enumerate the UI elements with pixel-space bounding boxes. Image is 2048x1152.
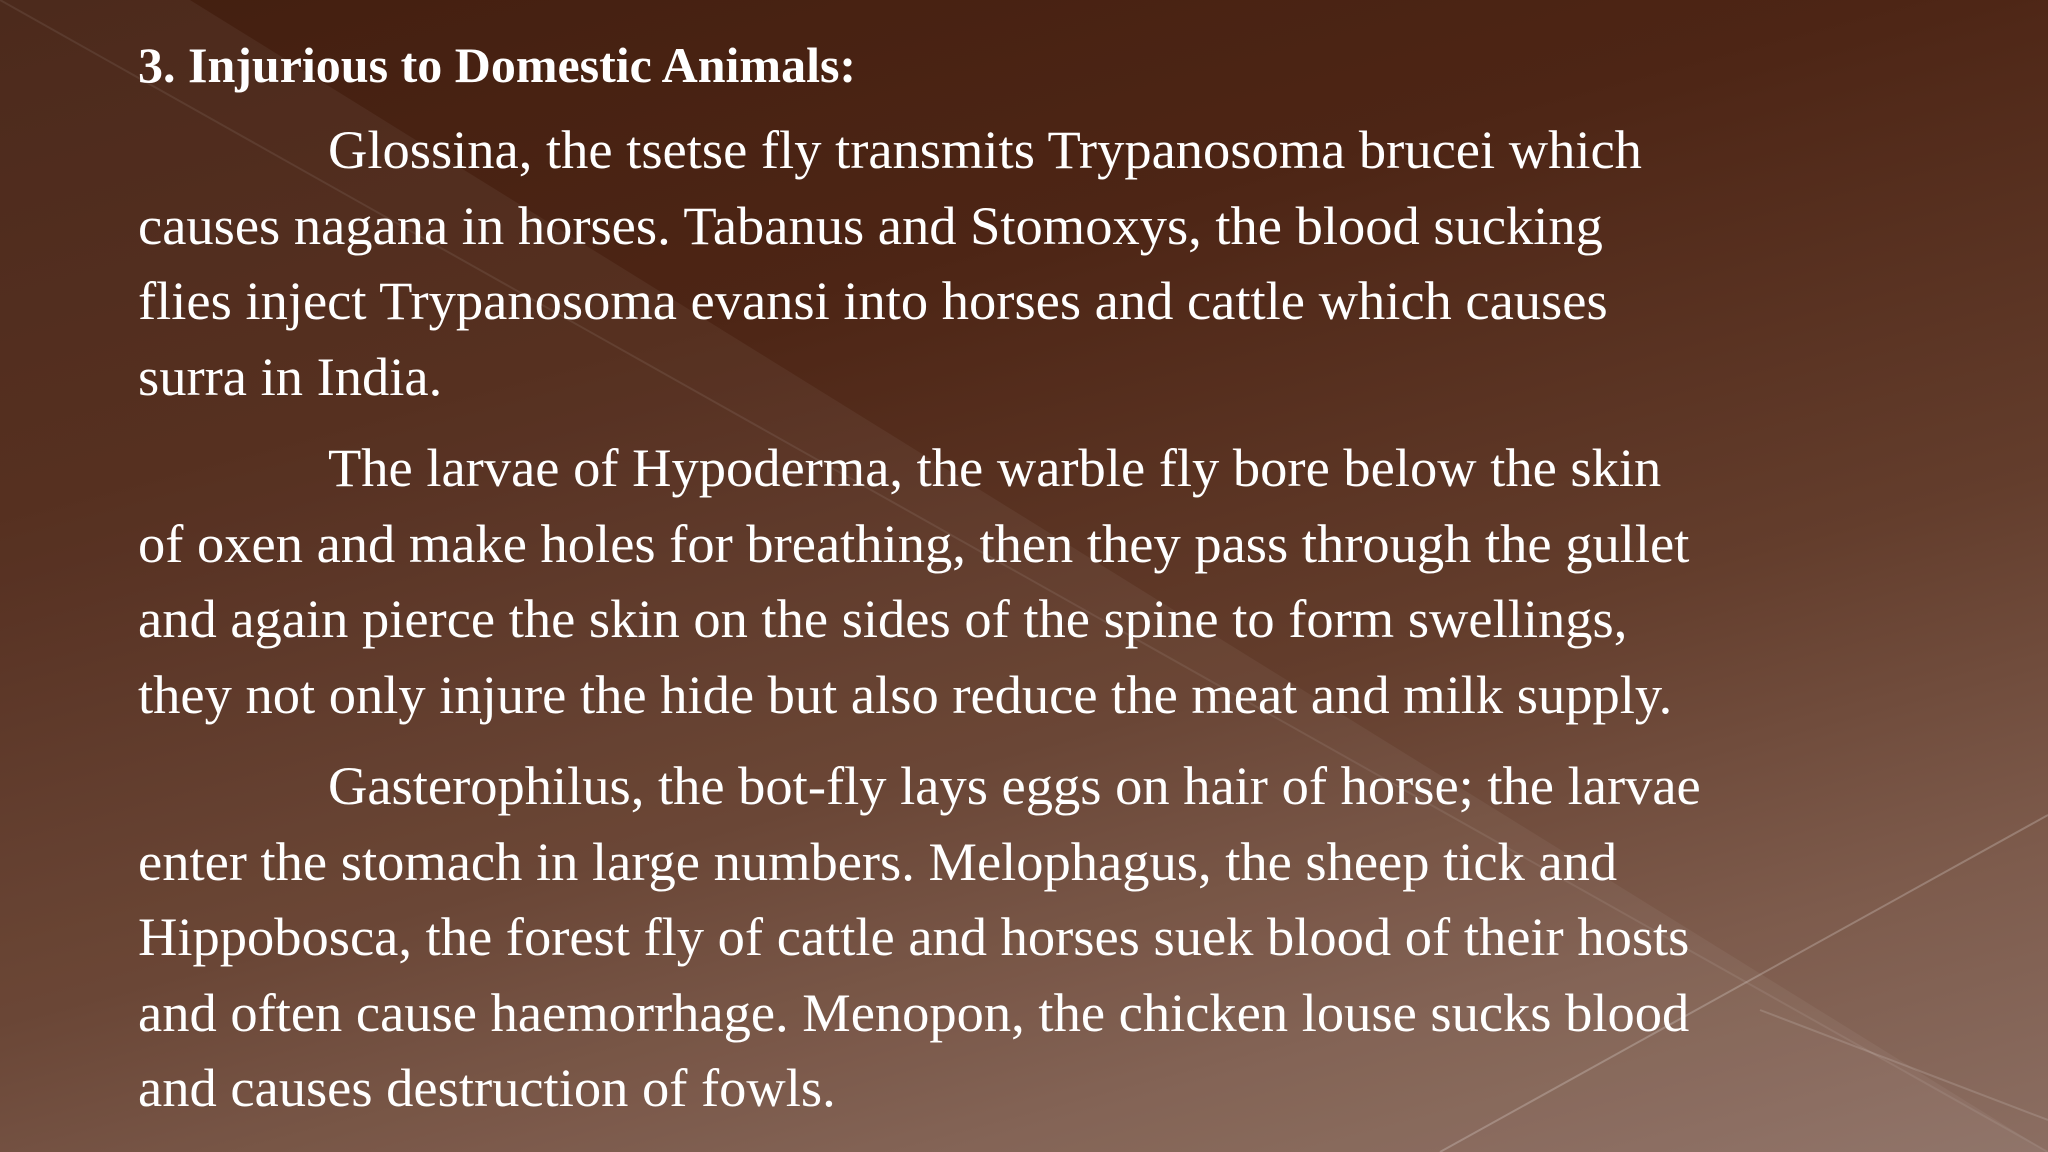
paragraph-hypoderma: The larvae of Hypoderma, the warble fly bore below the skin of oxen and make holes for breathing, then they pass through the gullet and again pierce the skin on the sides of the spine to form swellings, they not only injure the hide but also reduce the meat and milk supply. [138,437,1690,725]
slide-content [138,30,1938,1142]
paragraph-gasterophilus: Gasterophilus, the bot-fly lays eggs on hair of horse; the larvae enter the stomach in large numbers. Melophagus, the sheep tick and Hippobosca, the forest fly of cattle and horses suek blood of their hosts and often cause haemorrhage. Menopon, the chicken louse sucks blood and causes destruction of fowls. [138,755,1701,1118]
slide-heading: 3. Injurious to Domestic Animals: [138,37,857,93]
paragraph-glossina: Glossina, the tsetse fly transmits Trypanosoma brucei which causes nagana in horses. Tabanus and Stomoxys, the blood sucking flies inject Trypanosoma evansi into horses and cattle which causes surra in India. [138,119,1642,407]
